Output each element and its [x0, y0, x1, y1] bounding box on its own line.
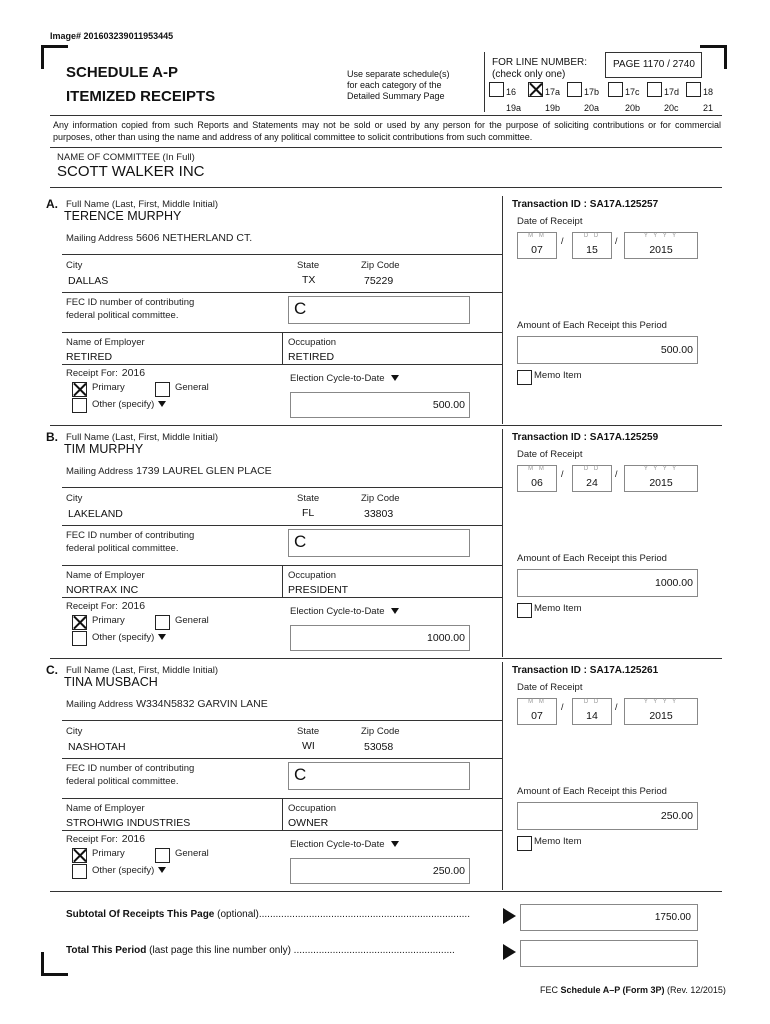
election-cycle-value: 1000.00: [427, 632, 465, 644]
fec-id-label-1: FEC ID number of contributing: [66, 763, 195, 774]
amount-value: 250.00: [660, 810, 693, 822]
zip-value: 75229: [364, 275, 394, 287]
transaction-id: Transaction ID : SA17A.125261: [512, 665, 659, 676]
subtotal-label: Subtotal Of Receipts This Page (optional)............................................................................: [66, 909, 470, 920]
employer-rule: [62, 597, 502, 598]
state-label: State: [297, 726, 320, 737]
chevron-down-icon: [391, 841, 399, 847]
city-value: NASHOTAH: [68, 741, 126, 753]
mailing-address-label: Mailing Address: [66, 466, 134, 477]
subtotal-value: 1750.00: [654, 912, 691, 923]
subtotal-arrow-icon: [503, 908, 516, 924]
line-18-checkbox[interactable]: [686, 82, 701, 97]
employer-value: STROHWIG INDUSTRIES: [66, 817, 191, 829]
year-box[interactable]: [624, 465, 698, 492]
line-label: 19a: [506, 103, 522, 113]
contributor-name: TIM MURPHY: [64, 442, 144, 456]
election-cycle-box: [290, 858, 470, 884]
date-of-receipt-label: Date of Receipt: [517, 682, 583, 693]
header-divider: [484, 52, 485, 112]
month-box[interactable]: [517, 465, 557, 492]
fec-id-label-2: federal political committee.: [66, 543, 179, 554]
day-box[interactable]: [572, 698, 612, 725]
city-value: LAKELAND: [68, 508, 123, 520]
receipt-entry: [0, 196, 770, 426]
other-specify-row: [92, 632, 166, 643]
primary-label: Primary: [92, 615, 125, 626]
year-value: 2015: [649, 244, 673, 256]
general-checkbox[interactable]: [155, 615, 170, 630]
date-separator: /: [615, 236, 618, 246]
line-label: 21: [703, 103, 714, 113]
year-hint: Y Y Y Y: [643, 699, 679, 705]
form-footer: FEC Schedule A–P (Form 3P) (Rev. 12/2015): [540, 985, 726, 995]
receipt-entry: [0, 662, 770, 892]
entry-letter: C.: [46, 663, 58, 677]
memo-label: Memo Item: [534, 603, 582, 614]
image-id: Image# 201603239011953445: [50, 31, 174, 41]
line-17d-checkbox[interactable]: [647, 82, 662, 97]
occupation-label: Occupation: [288, 803, 337, 814]
memo-label: Memo Item: [534, 370, 582, 381]
line-label: 17d: [664, 87, 680, 97]
mailing-address-value: W334N5832 GARVIN LANE: [136, 698, 268, 710]
contributor-name: TINA MUSBACH: [64, 675, 158, 689]
date-separator: /: [615, 702, 618, 712]
address-rule: [62, 720, 502, 721]
other-specify-row: [92, 399, 166, 410]
state-value: TX: [302, 274, 316, 286]
address-rule: [62, 487, 502, 488]
employer-value: RETIRED: [66, 351, 113, 363]
check-only-one: (check only one): [492, 69, 566, 80]
general-label: General: [175, 382, 209, 393]
line-17b-checkbox[interactable]: [567, 82, 582, 97]
other-specify-row: [92, 865, 166, 876]
entry-rule: [50, 658, 722, 659]
receipt-for-row: [66, 833, 145, 845]
day-hint: D D: [583, 699, 601, 705]
line-label: 16: [506, 87, 517, 97]
line-label: 19b: [545, 103, 561, 113]
address-rule: [62, 254, 502, 255]
receipt-for-label: Receipt For:: [66, 834, 118, 845]
line-label: 17b: [584, 87, 600, 97]
day-value: 14: [586, 710, 598, 722]
fec-id-label-1: FEC ID number of contributing: [66, 530, 195, 541]
corner-mark-tl-v: [41, 45, 44, 69]
employer-rule: [62, 364, 502, 365]
chevron-down-icon: [158, 867, 166, 873]
occupation-label: Occupation: [288, 570, 337, 581]
date-of-receipt-label: Date of Receipt: [517, 449, 583, 460]
corner-mark-tr-h: [700, 45, 727, 48]
receipt-for-row: [66, 600, 145, 612]
month-hint: M M: [528, 233, 546, 239]
date-separator: /: [615, 469, 618, 479]
year-value: 2015: [649, 710, 673, 722]
memo-checkbox[interactable]: [517, 603, 532, 618]
line-label: 18: [703, 87, 714, 97]
column-divider: [502, 662, 503, 890]
mailing-address-label: Mailing Address: [66, 233, 134, 244]
primary-checkbox[interactable]: [72, 615, 87, 630]
amount-label: Amount of Each Receipt this Period: [517, 320, 667, 331]
transaction-id: Transaction ID : SA17A.125259: [512, 432, 659, 443]
month-box[interactable]: [517, 232, 557, 259]
city-label: City: [66, 493, 83, 504]
election-cycle-row: [290, 373, 399, 384]
year-box[interactable]: [624, 698, 698, 725]
occupation-value: RETIRED: [288, 351, 335, 363]
zip-value: 33803: [364, 508, 394, 520]
column-divider: [502, 429, 503, 657]
occupation-value: OWNER: [288, 817, 329, 829]
corner-mark-tr-v: [724, 45, 727, 69]
other-specify-label: Other (specify): [92, 399, 155, 410]
primary-label: Primary: [92, 382, 125, 393]
committee-rule: [50, 187, 722, 188]
date-separator: /: [561, 469, 564, 479]
general-label: General: [175, 615, 209, 626]
month-box[interactable]: [517, 698, 557, 725]
mailing-address-row: [66, 232, 252, 244]
committee-label: NAME OF COMMITTEE (In Full): [57, 152, 195, 163]
amount-label: Amount of Each Receipt this Period: [517, 553, 667, 564]
day-box[interactable]: [572, 465, 612, 492]
other-specify-label: Other (specify): [92, 632, 155, 643]
primary-checkbox[interactable]: [72, 382, 87, 397]
line-label: 17c: [625, 87, 640, 97]
line-number-label: FOR LINE NUMBER:: [492, 57, 588, 68]
amount-label: Amount of Each Receipt this Period: [517, 786, 667, 797]
fec-id-box[interactable]: [288, 296, 470, 324]
employer-label: Name of Employer: [66, 337, 145, 348]
month-value: 07: [531, 244, 543, 256]
date-of-receipt-label: Date of Receipt: [517, 216, 583, 227]
employer-rule: [62, 830, 502, 831]
zip-label: Zip Code: [361, 260, 400, 271]
schedule-title: SCHEDULE A-P: [66, 64, 178, 81]
city-label: City: [66, 726, 83, 737]
city-label: City: [66, 260, 83, 271]
election-cycle-box: [290, 392, 470, 418]
mailing-address-value: 5606 NETHERLAND CT.: [136, 232, 253, 244]
election-cycle-row: [290, 839, 399, 850]
line-label: 20b: [625, 103, 641, 113]
notice-top-rule: [50, 115, 722, 116]
general-label: General: [175, 848, 209, 859]
amount-box[interactable]: [517, 569, 698, 597]
primary-checkbox[interactable]: [72, 848, 87, 863]
election-cycle-value: 250.00: [432, 865, 465, 877]
zip-value: 53058: [364, 741, 394, 753]
amount-box[interactable]: [517, 802, 698, 830]
entry-rule: [50, 425, 722, 426]
contributor-name: TERENCE MURPHY: [64, 209, 182, 223]
election-cycle-label: Election Cycle-to-Date: [290, 373, 385, 384]
line-label: 20c: [664, 103, 679, 113]
year-value: 2015: [649, 477, 673, 489]
page-number: PAGE 1170 / 2740: [613, 59, 695, 70]
date-separator: /: [561, 236, 564, 246]
subtotal-box: [520, 904, 698, 931]
city-rule: [62, 292, 502, 293]
year-box[interactable]: [624, 232, 698, 259]
election-cycle-label: Election Cycle-to-Date: [290, 606, 385, 617]
day-value: 15: [586, 244, 598, 256]
line-16-checkbox[interactable]: [489, 82, 504, 97]
general-checkbox[interactable]: [155, 382, 170, 397]
corner-mark-bl-h: [41, 973, 68, 976]
employer-value: NORTRAX INC: [66, 584, 139, 596]
employer-label: Name of Employer: [66, 570, 145, 581]
fec-id-prefix: C: [294, 299, 307, 318]
employer-divider: [282, 565, 283, 597]
total-period-label: Total This Period (last page this line number only) ..........................................................: [66, 945, 455, 956]
entry-letter: B.: [46, 430, 58, 444]
amount-value: 500.00: [660, 344, 693, 356]
mailing-address-row: [66, 698, 268, 710]
year-hint: Y Y Y Y: [643, 233, 679, 239]
line-label: 17a: [545, 87, 561, 97]
full-name-label: Full Name (Last, First, Middle Initial): [66, 432, 219, 443]
employer-label: Name of Employer: [66, 803, 145, 814]
column-divider: [502, 196, 503, 424]
chevron-down-icon: [158, 634, 166, 640]
other-checkbox[interactable]: [72, 864, 87, 879]
mailing-address-value: 1739 LAUREL GLEN PLACE: [136, 465, 272, 477]
entry-letter: A.: [46, 197, 58, 211]
primary-label: Primary: [92, 848, 125, 859]
fec-id-label-1: FEC ID number of contributing: [66, 297, 195, 308]
receipt-for-year: 2016: [121, 833, 146, 845]
transaction-id: Transaction ID : SA17A.125257: [512, 199, 659, 210]
committee-name: SCOTT WALKER INC: [57, 163, 205, 180]
month-hint: M M: [528, 699, 546, 705]
election-cycle-box: [290, 625, 470, 651]
full-name-label: Full Name (Last, First, Middle Initial): [66, 199, 219, 210]
chevron-down-icon: [158, 401, 166, 407]
notice-text: Any information copied from such Reports and Statements may not be sold or used by any person for the purpose of soliciting contributions or for commercial purposes, other than using the name and address of any political committee to solicit contributions from such committee.: [53, 120, 721, 142]
fec-id-box[interactable]: [288, 529, 470, 557]
other-checkbox[interactable]: [72, 631, 87, 646]
receipt-for-year: 2016: [121, 600, 146, 612]
employer-divider: [282, 798, 283, 830]
full-name-label: Full Name (Last, First, Middle Initial): [66, 665, 219, 676]
memo-label: Memo Item: [534, 836, 582, 847]
zip-label: Zip Code: [361, 726, 400, 737]
state-label: State: [297, 260, 320, 271]
line-17a-checkbox[interactable]: [528, 82, 543, 97]
amount-value: 1000.00: [655, 577, 693, 589]
year-hint: Y Y Y Y: [643, 466, 679, 472]
month-value: 07: [531, 710, 543, 722]
occupation-value: PRESIDENT: [288, 584, 349, 596]
other-checkbox[interactable]: [72, 398, 87, 413]
fec-id-prefix: C: [294, 532, 307, 551]
date-separator: /: [561, 702, 564, 712]
receipt-for-label: Receipt For:: [66, 601, 118, 612]
total-arrow-icon: [503, 944, 516, 960]
memo-checkbox[interactable]: [517, 370, 532, 385]
separate-schedule-note: Use separate schedule(s) for each category of the Detailed Summary Page: [347, 69, 450, 101]
city-rule: [62, 758, 502, 759]
occupation-label: Occupation: [288, 337, 337, 348]
line-17c-checkbox[interactable]: [608, 82, 623, 97]
fec-id-label-2: federal political committee.: [66, 776, 179, 787]
total-period-box: [520, 940, 698, 967]
receipt-for-year: 2016: [121, 367, 146, 379]
day-box[interactable]: [572, 232, 612, 259]
mailing-address-label: Mailing Address: [66, 699, 134, 710]
month-value: 06: [531, 477, 543, 489]
receipt-for-row: [66, 367, 145, 379]
notice-bottom-rule: [50, 147, 722, 148]
day-value: 24: [586, 477, 598, 489]
day-hint: D D: [583, 466, 601, 472]
fec-id-box[interactable]: [288, 762, 470, 790]
chevron-down-icon: [391, 608, 399, 614]
fec-id-label-2: federal political committee.: [66, 310, 179, 321]
fec-id-prefix: C: [294, 765, 307, 784]
other-specify-label: Other (specify): [92, 865, 155, 876]
memo-checkbox[interactable]: [517, 836, 532, 851]
day-hint: D D: [583, 233, 601, 239]
corner-mark-tl-h: [41, 45, 68, 48]
month-hint: M M: [528, 466, 546, 472]
totals-top-rule: [50, 891, 722, 892]
state-value: FL: [302, 507, 315, 519]
chevron-down-icon: [391, 375, 399, 381]
city-value: DALLAS: [68, 275, 109, 287]
state-label: State: [297, 493, 320, 504]
election-cycle-value: 500.00: [432, 399, 465, 411]
mailing-address-row: [66, 465, 272, 477]
employer-divider: [282, 332, 283, 364]
receipt-for-label: Receipt For:: [66, 368, 118, 379]
receipt-entry: [0, 429, 770, 659]
line-label: 20a: [584, 103, 600, 113]
schedule-subtitle: ITEMIZED RECEIPTS: [66, 88, 216, 105]
zip-label: Zip Code: [361, 493, 400, 504]
state-value: WI: [302, 740, 315, 752]
election-cycle-row: [290, 606, 399, 617]
city-rule: [62, 525, 502, 526]
amount-box[interactable]: [517, 336, 698, 364]
general-checkbox[interactable]: [155, 848, 170, 863]
election-cycle-label: Election Cycle-to-Date: [290, 839, 385, 850]
